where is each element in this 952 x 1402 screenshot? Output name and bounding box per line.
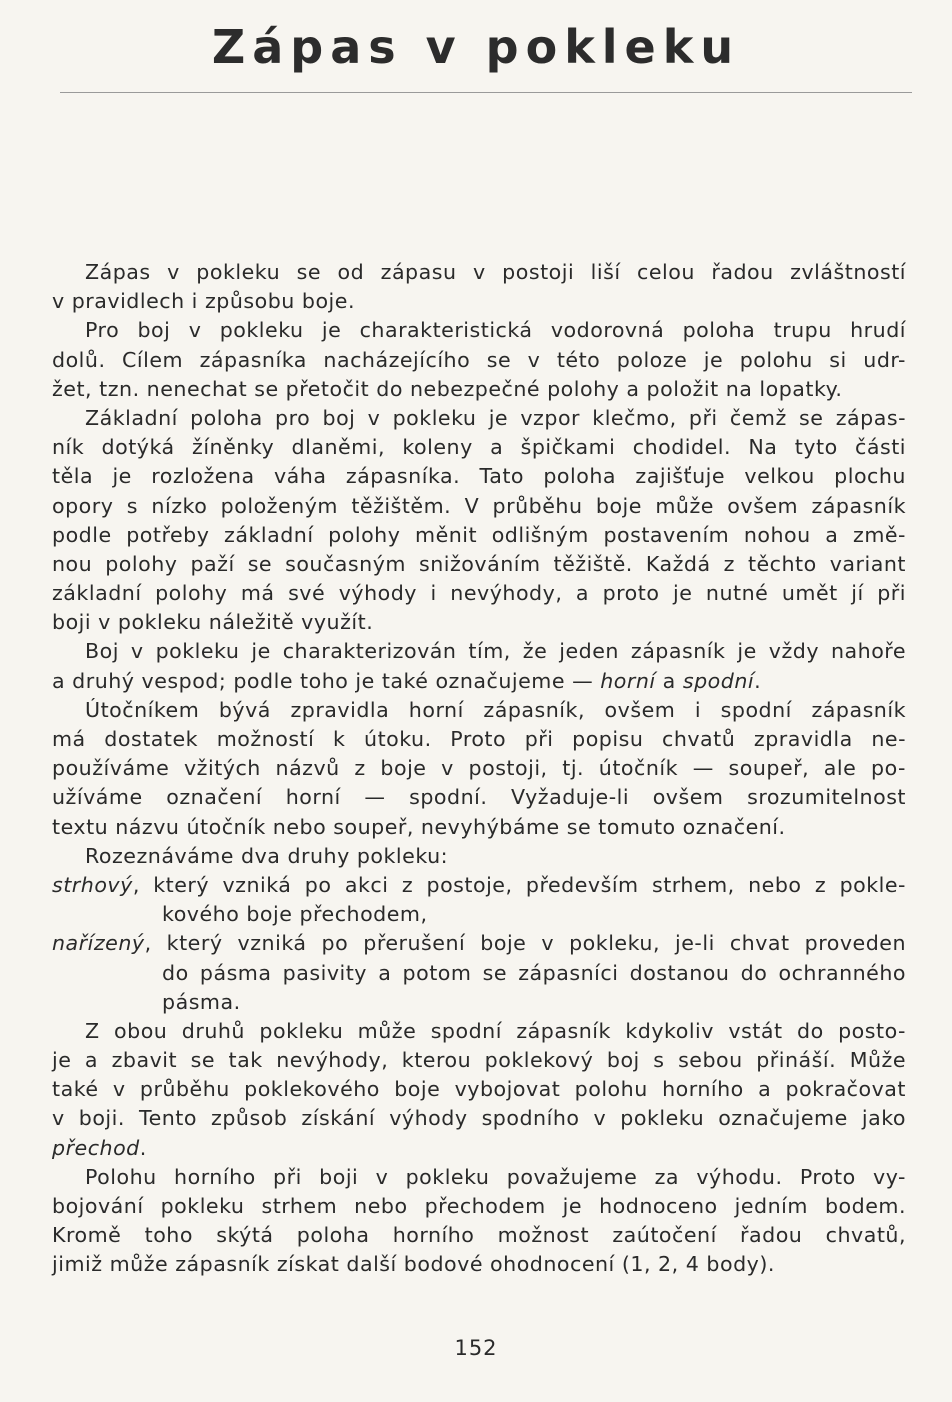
line-text: v pravidlech i způsobu boje. bbox=[52, 289, 355, 314]
title-divider bbox=[60, 92, 912, 93]
text-line bbox=[52, 637, 906, 666]
text-line bbox=[52, 404, 906, 433]
text-line bbox=[52, 667, 906, 696]
line-text: Útočníkem bývá zpravidla horní zápasník, ovšem i spodní zápasník bbox=[85, 697, 906, 722]
line-text: Polohu horního při boji v pokleku považujeme za výhodu. Proto vy- bbox=[85, 1164, 906, 1189]
text-line bbox=[52, 492, 906, 521]
line-text: Z obou druhů pokleku může spodní zápasník kdykoliv vstát do posto- bbox=[85, 1018, 906, 1043]
line-text: Základní poloha pro boj v pokleku je vzpor klečmo, při čemž se zápas- bbox=[85, 405, 906, 430]
text-line bbox=[52, 579, 906, 608]
line-text: . bbox=[754, 668, 762, 693]
line-text: žet, tzn. nenechat se přetočit do nebezpečné polohy a položit na lopatky. bbox=[52, 376, 843, 401]
line-text: dolů. Cílem zápasníka nacházejícího se v této poloze je polohu si udr- bbox=[52, 347, 906, 372]
line-text: opory s nízko položeným těžištěm. V průběhu boje může ovšem zápasník bbox=[52, 493, 906, 518]
text-line bbox=[52, 287, 906, 316]
line-text: pásma. bbox=[162, 989, 241, 1014]
line-text: základní polohy má své výhody i nevýhody, a proto je nutné umět jí při bbox=[52, 581, 906, 606]
line-text: Kromě toho skýtá poloha horního možnost zaútočení řadou chvatů, bbox=[52, 1223, 906, 1248]
line-text: a druhý vespod; podle toho je také označujeme — bbox=[52, 668, 601, 693]
line-text: Boj v pokleku je charakterizován tím, že jeden zápasník je vždy nahoře bbox=[85, 639, 906, 664]
line-text: Zápas v pokleku se od zápasu v postoji liší celou řadou zvláštností bbox=[85, 260, 906, 284]
text-line bbox=[52, 929, 906, 958]
line-text: má dostatek možností k útoku. Proto při popisu chvatů zpravidla ne- bbox=[52, 727, 906, 751]
line-text: Pro boj v pokleku je charakteristická vodorovná poloha trupu hrudí bbox=[85, 318, 906, 343]
italic-term: přechod bbox=[52, 1135, 140, 1160]
text-line bbox=[52, 258, 906, 287]
text-line bbox=[52, 1104, 906, 1133]
line-text: a bbox=[655, 668, 683, 693]
text-line bbox=[52, 813, 906, 842]
line-text: boji v pokleku náležitě využít. bbox=[52, 610, 374, 635]
text-line bbox=[52, 871, 906, 900]
line-text: těla je rozložena váha zápasníka. Tato poloha zajišťuje velkou plochu bbox=[52, 464, 906, 489]
italic-term: horní bbox=[600, 668, 656, 693]
line-text: , který vzniká po akci z postoje, především strhem, nebo z pokle- bbox=[132, 872, 906, 897]
text-line bbox=[52, 725, 906, 754]
line-text: ník dotýká žíněnky dlaněmi, koleny a špičkami chodidel. Na tyto části bbox=[52, 435, 906, 460]
text-line bbox=[52, 1221, 906, 1250]
line-text: , který vzniká po přerušení boje v pokleku, je-li chvat proveden bbox=[144, 931, 906, 956]
text-line bbox=[52, 550, 906, 579]
text-line bbox=[52, 1134, 906, 1163]
text-line bbox=[52, 988, 906, 1017]
text-line bbox=[52, 900, 906, 929]
line-text: v boji. Tento způsob získání výhody spodního v pokleku označujeme jako bbox=[52, 1106, 906, 1131]
text-line bbox=[52, 433, 906, 462]
line-text: používáme vžitých názvů z boje v postoji, tj. útočník — soupeř, ale po- bbox=[52, 756, 906, 781]
text-line bbox=[52, 1046, 906, 1075]
text-line bbox=[52, 754, 906, 783]
italic-term: spodní bbox=[682, 668, 755, 693]
text-line bbox=[52, 1017, 906, 1046]
text-line bbox=[52, 521, 906, 550]
italic-term: nařízený bbox=[52, 931, 145, 956]
text-line bbox=[52, 316, 906, 345]
text-line bbox=[52, 346, 906, 375]
page-number: 152 bbox=[454, 1336, 498, 1360]
line-text: užíváme označení horní — spodní. Vyžaduje-li ovšem srozumitelnost bbox=[52, 785, 906, 810]
text-line bbox=[52, 959, 906, 988]
line-text: kového boje přechodem, bbox=[162, 902, 428, 927]
line-text: do pásma pasivity a potom se zápasníci dostanou do ochranného bbox=[162, 960, 906, 985]
chapter-title: Zápas v pokleku bbox=[211, 20, 741, 74]
line-text: Rozeznáváme dva druhy pokleku: bbox=[85, 843, 449, 868]
text-line bbox=[52, 1163, 906, 1192]
text-line bbox=[52, 462, 906, 491]
line-text: nou polohy paží se současným snižováním těžiště. Každá z těchto variant bbox=[52, 551, 906, 576]
text-line bbox=[52, 842, 906, 871]
line-text: textu názvu útočník nebo soupeř, nevyhýbáme se tomuto označení. bbox=[52, 814, 786, 839]
text-line bbox=[52, 1192, 906, 1221]
text-line bbox=[52, 608, 906, 637]
line-text: podle potřeby základní polohy měnit odlišným postavením nohou a změ- bbox=[52, 522, 906, 547]
text-line bbox=[52, 375, 906, 404]
text-line bbox=[52, 783, 906, 812]
line-text: . bbox=[139, 1135, 147, 1160]
line-text: je a zbavit se tak nevýhody, kterou poklekový boj s sebou přináší. Může bbox=[52, 1048, 906, 1073]
text-line bbox=[52, 1075, 906, 1104]
body-text bbox=[52, 258, 906, 1280]
italic-term: strhový bbox=[52, 872, 133, 897]
text-line bbox=[52, 696, 906, 725]
line-text: také v průběhu poklekového boje vybojovat polohu horního a pokračovat bbox=[52, 1077, 906, 1102]
text-line bbox=[52, 1250, 906, 1279]
line-text: jimiž může zápasník získat další bodové ohodnocení (1, 2, 4 body). bbox=[52, 1252, 775, 1277]
line-text: bojování pokleku strhem nebo přechodem je hodnoceno jedním bodem. bbox=[52, 1194, 906, 1218]
